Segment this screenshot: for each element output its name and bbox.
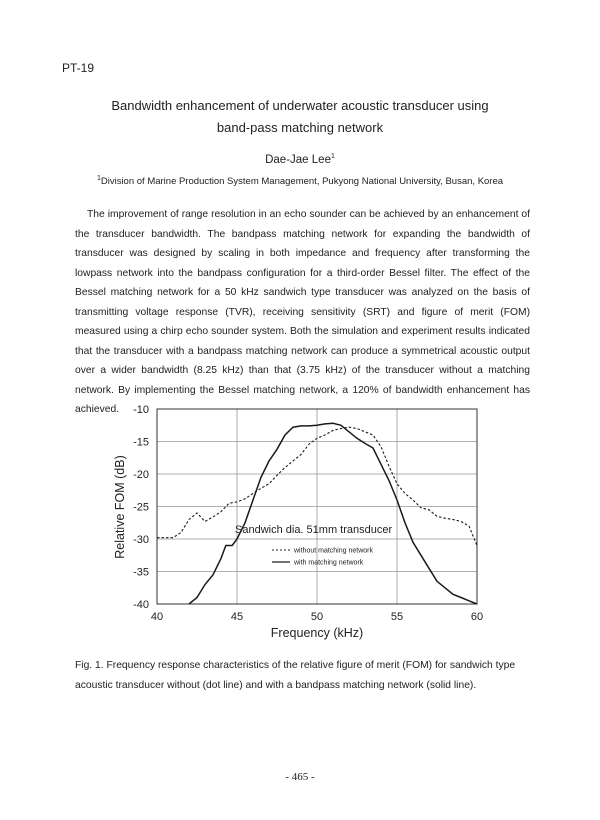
author-sup: 1 (330, 153, 335, 161)
x-tick-label: 40 (150, 611, 164, 623)
page-id: PT-19 (62, 61, 95, 75)
y-tick-label: -25 (133, 501, 149, 514)
series-with-matching-line (189, 423, 477, 604)
y-axis-label: Relative FOM (dB) (113, 455, 127, 559)
x-tick-label: 55 (390, 611, 404, 623)
y-tick-label: -40 (133, 599, 149, 611)
affiliation-sup: 1 (96, 174, 101, 182)
legend-label-with: with matching network (294, 559, 364, 567)
title-line-1: Bandwidth enhancement of underwater acoustic transducer using (111, 98, 489, 113)
author-name: Dae-Jae Lee (265, 154, 331, 166)
legend (272, 548, 373, 567)
y-tick-label: -10 (133, 404, 149, 416)
y-tick-label: -15 (133, 436, 149, 449)
chart-annotation: Sandwich dia. 51mm transducer (235, 524, 393, 536)
x-tick-label: 45 (230, 611, 244, 623)
abstract: The improvement of range resolution in an echo sounder can be achieved by an enhancement of the transducer bandwidth. The bandpass matching network for expanding the bandwidth of transducer was designed by scaling in both impedance and frequency after transforming the lowpass network into the bandpass configuration for a third-order Bessel filter. The effect of the Bessel matching network for a 50 kHz sandwich type transducer was analyzed on the basis of transmitting voltage response (TVR), receiving sensitivity (SRT) and figure of merit (FOM) measured using a chirp echo sounder system. Both the simulation and experiment results indicated that the transducer with a bandpass matching network can produce a symmetrical acoustic output over a wider bandwidth (8.25 kHz) than that (3.75 kHz) of the transducer without a matching network. By implementing the Bessel matching network, a 120% of bandwidth enhancement has achieved. (75, 209, 530, 415)
x-axis-label: Frequency (kHz) (270, 626, 364, 640)
page-number: - 465 - (285, 771, 315, 783)
affiliation-text: Division of Marine Production System Management, Pukyong National University, Busan, Korea (100, 176, 504, 187)
title-line-2: band-pass matching network (216, 120, 384, 135)
figure-caption: Fig. 1. Frequency response characteristics of the relative figure of merit (FOM) for sandwich type acoustic transducer without (dot line) and with a bandpass matching network (solid line). (75, 660, 516, 691)
legend-label-without: without matching network (294, 547, 373, 555)
y-tick-label: -35 (133, 566, 149, 579)
x-tick-label: 60 (470, 611, 484, 623)
y-tick-label: -20 (133, 469, 149, 481)
x-tick-label: 50 (310, 611, 324, 623)
y-tick-label: -30 (133, 534, 149, 546)
